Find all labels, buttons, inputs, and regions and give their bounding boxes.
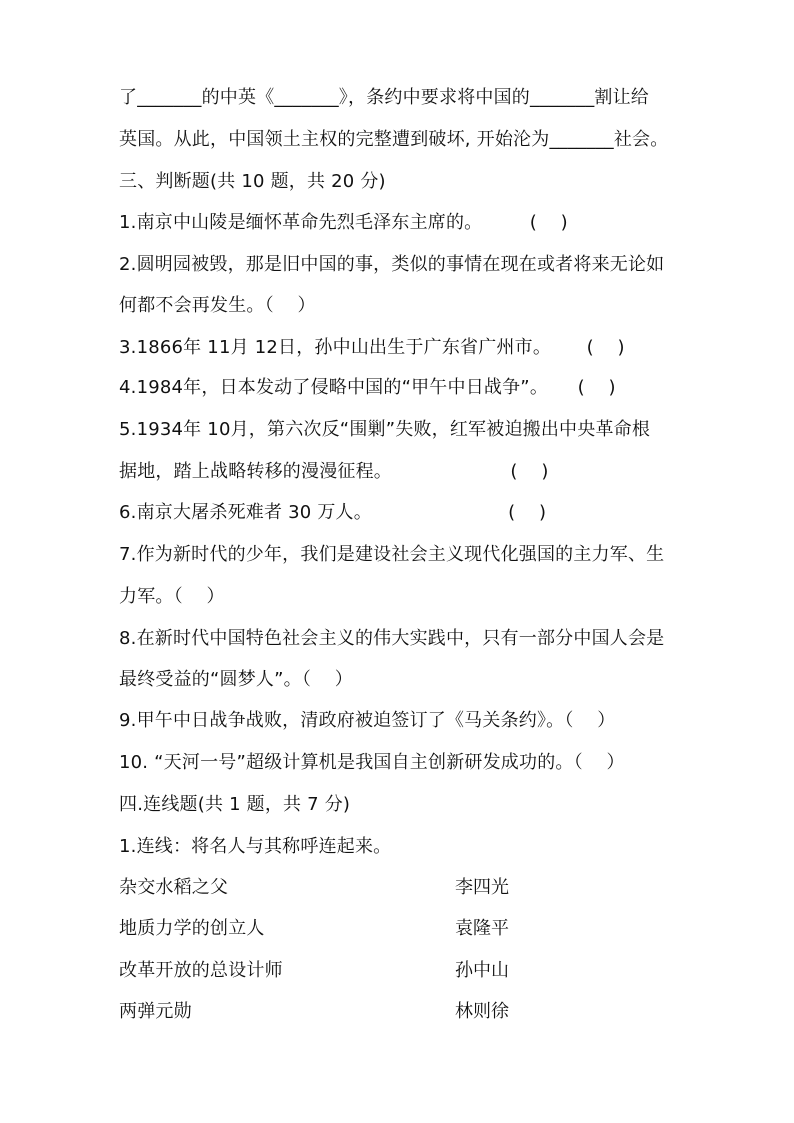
continuation-line-1: 了_______的中英《_______》，条约中要求将中国的_______割让给 bbox=[119, 87, 649, 108]
matching-left-item: 地质力学的创立人 bbox=[119, 918, 265, 939]
matching-right-item: 林则徐 bbox=[455, 1001, 509, 1022]
true-false-q6: 6.南京大屠杀死难者 30 万人。 ( ) bbox=[119, 502, 547, 523]
continuation-line-2: 英国。从此，中国领土主权的完整遭到破坏, 开始沦为_______社会。 bbox=[119, 129, 669, 150]
matching-left-item: 两弹元勋 bbox=[119, 1001, 192, 1022]
section-3-heading: 三、判断题(共 10 题，共 20 分) bbox=[119, 171, 386, 192]
matching-right-item: 孙中山 bbox=[455, 960, 509, 981]
section-4-heading: 四.连线题(共 1 题，共 7 分) bbox=[119, 794, 351, 815]
true-false-q9: 9.甲午中日战争战败，清政府被迫签订了《马关条约》。（ ） bbox=[119, 710, 616, 731]
matching-right-item: 李四光 bbox=[455, 877, 509, 898]
true-false-q1: 1.南京中山陵是缅怀革命先烈毛泽东主席的。 ( ) bbox=[119, 212, 568, 233]
true-false-q3: 3.1866年 11月 12日，孙中山出生于广东省广州市。 ( ) bbox=[119, 337, 625, 358]
true-false-q8-line-2: 最终受益的“圆梦人”。（ ） bbox=[119, 669, 353, 690]
true-false-q2-line-2: 何都不会再发生。（ ） bbox=[119, 295, 316, 316]
true-false-q4: 4.1984年，日本发动了侵略中国的“甲午中日战争”。 ( ) bbox=[119, 377, 616, 398]
matching-question: 1.连线：将名人与其称呼连起来。 bbox=[119, 836, 392, 857]
true-false-q7-line-1: 7.作为新时代的少年，我们是建设社会主义现代化强国的主力军、生 bbox=[119, 544, 665, 565]
true-false-q8-line-1: 8.在新时代中国特色社会主义的伟大实践中，只有一部分中国人会是 bbox=[119, 628, 665, 649]
true-false-q5-line-2: 据地，踏上战略转移的漫漫征程。 ( ) bbox=[119, 461, 549, 482]
matching-left-item: 杂交水稻之父 bbox=[119, 877, 229, 898]
true-false-q5-line-1: 5.1934年 10月，第六次反“围剿”失败，红军被迫搬出中央革命根 bbox=[119, 419, 651, 440]
true-false-q10: 10. “天河一号”超级计算机是我国自主创新研发成功的。（ ） bbox=[119, 752, 625, 773]
true-false-q7-line-2: 力军。（ ） bbox=[119, 586, 225, 607]
matching-right-item: 袁隆平 bbox=[455, 918, 509, 939]
true-false-q2-line-1: 2.圆明园被毁，那是旧中国的事，类似的事情在现在或者将来无论如 bbox=[119, 254, 665, 275]
matching-left-item: 改革开放的总设计师 bbox=[119, 960, 283, 981]
